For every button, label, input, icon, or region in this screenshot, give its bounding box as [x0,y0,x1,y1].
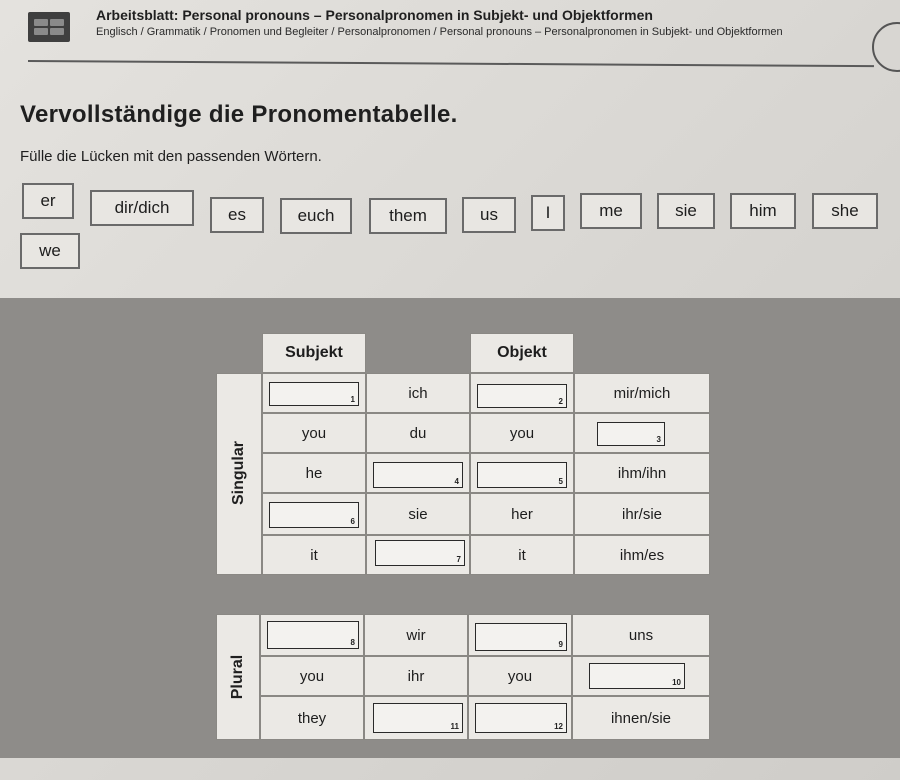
gap-number: 6 [350,517,355,526]
table-cell: he [262,453,366,493]
word-chip-she[interactable]: she [812,193,878,229]
answer-blank[interactable] [475,703,567,733]
word-chip-me[interactable]: me [580,193,642,229]
gap-number: 9 [558,640,563,649]
answer-blank[interactable] [475,623,567,651]
publisher-logo-icon [28,12,70,42]
task-instruction: Fülle die Lücken mit den passenden Wörtern. [20,148,322,165]
table-cell: ihm/es [574,535,710,575]
answer-blank[interactable] [375,540,465,566]
table-cell [262,493,366,535]
table-cell [574,413,710,453]
table-cell [260,614,364,656]
table-cell [470,373,574,413]
table-cell: uns [572,614,710,656]
word-chip-dir-dich[interactable]: dir/dich [90,190,194,226]
answer-blank[interactable] [477,384,567,408]
word-chip-euch[interactable]: euch [280,198,352,234]
task-heading: Vervollständige die Pronomentabelle. [20,101,458,128]
table-cell: ihnen/sie [572,696,710,740]
answer-blank[interactable] [597,422,665,446]
table-cell: ihr [364,656,468,696]
table-cell: they [260,696,364,740]
word-chip-i[interactable]: I [531,195,565,231]
gap-number: 11 [450,722,459,731]
word-chip-them[interactable]: them [369,198,447,234]
table-cell [364,696,468,740]
word-chip-we[interactable]: we [20,233,80,269]
gap-number: 7 [456,555,461,564]
table-cell: it [262,535,366,575]
table-cell: du [366,413,470,453]
table-cell [468,696,572,740]
gap-number: 2 [558,397,563,406]
word-chip-es[interactable]: es [210,197,264,233]
gap-number: 4 [454,477,459,486]
table-cell: ihr/sie [574,493,710,535]
gap-number: 10 [672,678,681,687]
table-cell [366,535,470,575]
singular-label: Singular [230,441,247,506]
word-chip-him[interactable]: him [730,193,796,229]
word-chip-sie[interactable]: sie [657,193,715,229]
word-chip-er[interactable]: er [22,183,74,219]
table-cell: you [262,413,366,453]
gap-number: 12 [554,722,563,731]
table-cell: ich [366,373,470,413]
table-cell: you [468,656,572,696]
table-cell: you [260,656,364,696]
table-cell: wir [364,614,468,656]
answer-blank[interactable] [373,703,463,733]
table-cell: mir/mich [574,373,710,413]
answer-blank[interactable] [269,502,359,528]
answer-blank[interactable] [589,663,685,689]
gap-number: 8 [350,638,355,647]
worksheet-breadcrumb: Englisch / Grammatik / Pronomen und Begleiter / Personalpronomen / Personal pronouns – Personalpronomen in Subjekt- und Objektformen [96,26,783,38]
table-cell: you [470,413,574,453]
answer-blank[interactable] [267,621,359,649]
table-cell: it [470,535,574,575]
table-cell: sie [366,493,470,535]
gap-number: 5 [558,477,563,486]
word-chip-us[interactable]: us [462,197,516,233]
gap-number: 1 [350,395,355,404]
table-cell [468,614,572,656]
table-cell [262,373,366,413]
gap-number: 3 [656,435,661,444]
answer-blank[interactable] [373,462,463,488]
header-subject: Subjekt [262,333,366,373]
header-object: Objekt [470,333,574,373]
table-cell: her [470,493,574,535]
table-cell [470,453,574,493]
table-cell [366,453,470,493]
answer-blank[interactable] [477,462,567,488]
table-cell: ihm/ihn [574,453,710,493]
worksheet-title: Arbeitsblatt: Personal pronouns – Personalpronomen in Subjekt- und Objektformen [96,7,653,23]
answer-blank[interactable] [269,382,359,406]
plural-label: Plural [229,654,246,700]
table-cell [572,656,710,696]
